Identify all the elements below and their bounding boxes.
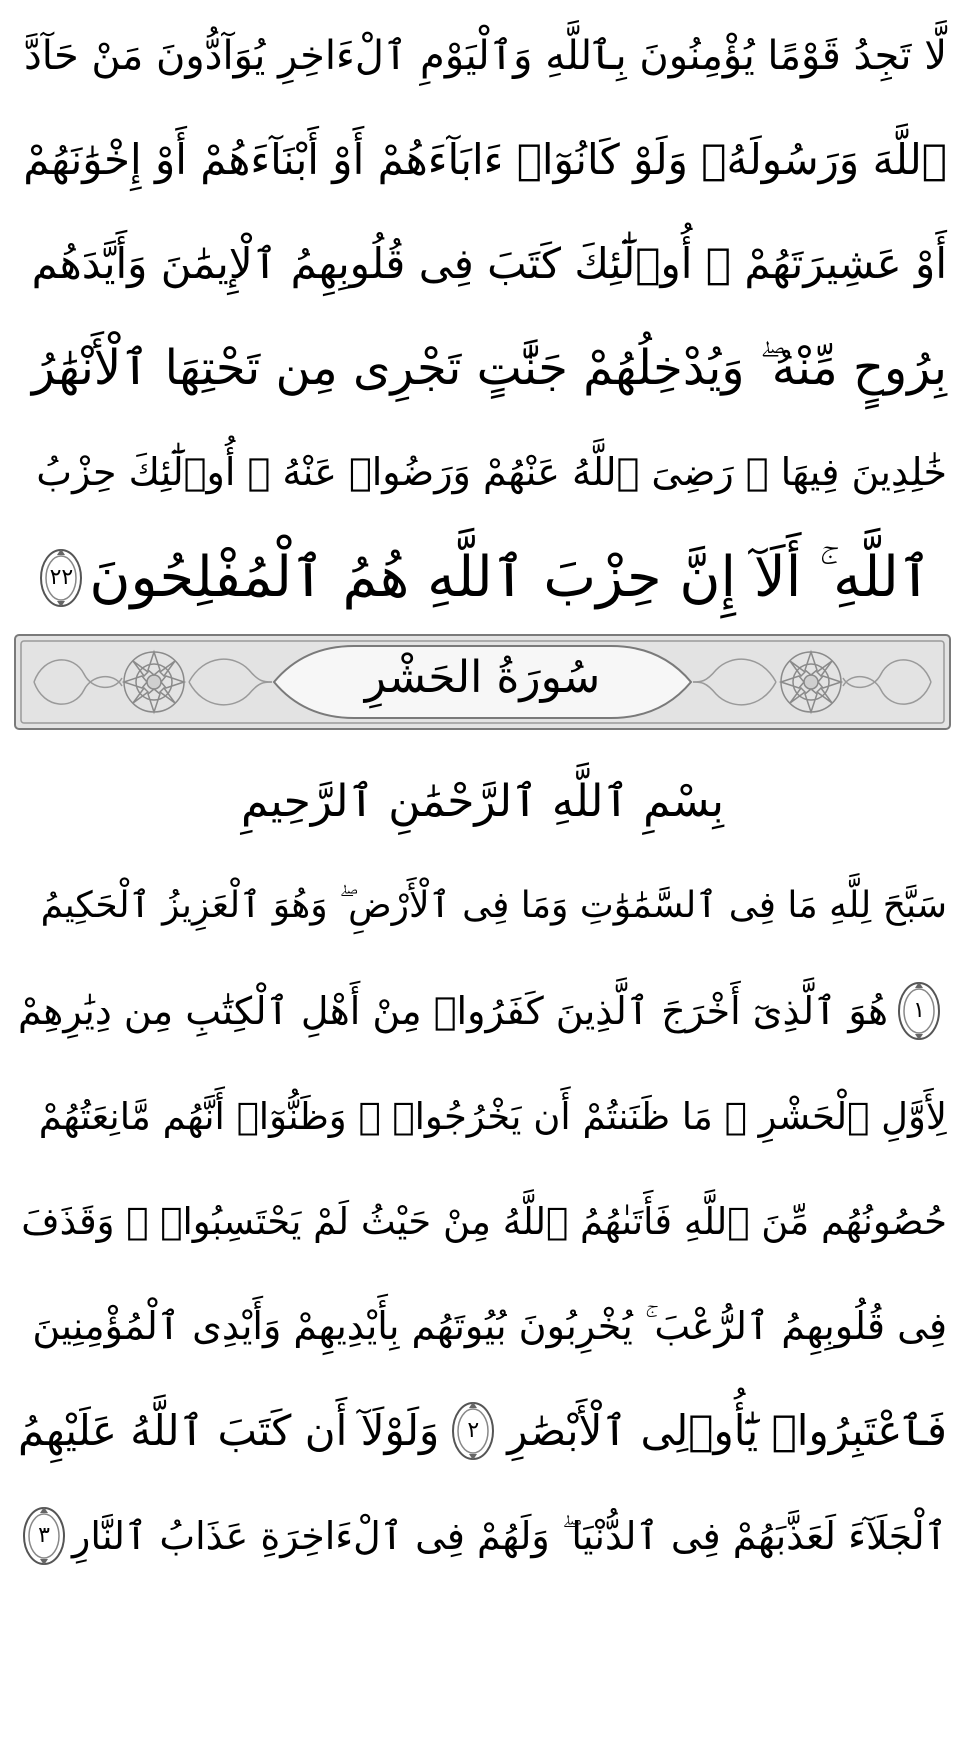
- line-text: فِى قُلُوبِهِمُ ٱلرُّعْبَ ۚ يُخْرِبُونَ بُيُوتَهُم بِأَيْدِيهِمْ وَأَيْدِى ٱلْمُؤْمِنِينَ: [32, 1304, 947, 1348]
- line-text: فَٱعْتَبِرُوا۟ يَٰٓأُو۟لِى ٱلْأَبْصَٰرِ: [507, 1406, 947, 1455]
- quran-line-13: [18, 1480, 947, 1592]
- ayah-number: ٢٢: [49, 565, 74, 590]
- quran-line-10: [18, 1165, 947, 1277]
- quran-line-8: [18, 955, 947, 1067]
- line-text: أَوْ عَشِيرَتَهُمْ ۚ أُو۟لَٰٓئِكَ كَتَبَ فِى قُلُوبِهِمُ ٱلْإِيمَٰنَ وَأَيَّدَهُم: [31, 239, 947, 288]
- line-text: ٱللَّهِ ۚ أَلَآ إِنَّ حِزْبَ ٱللَّهِ هُمُ ٱلْمُفْلِحُونَ: [89, 545, 932, 610]
- line-text: ٱللَّهَ وَرَسُولَهُۥ وَلَوْ كَانُوٓا۟ ءَابَآءَهُمْ أَوْ أَبْنَآءَهُمْ أَوْ إِخْوَٰنَهُمْ: [23, 135, 947, 184]
- line-text: حُصُونُهُم مِّنَ ٱللَّهِ فَأَتَىٰهُمُ ٱللَّهُ مِنْ حَيْثُ لَمْ يَحْتَسِبُوا۟ ۖ وَقَذَفَ: [21, 1199, 947, 1243]
- quran-line-6: [18, 522, 947, 634]
- quran-line-11: [18, 1270, 947, 1382]
- surah-title: سُورَةُ الحَشْرِ: [364, 652, 601, 703]
- line-text: وَلَوْلَآ أَن كَتَبَ ٱللَّهُ عَلَيْهِمُ: [18, 1406, 440, 1455]
- line-text: سَبَّحَ لِلَّهِ مَا فِى ٱلسَّمَٰوَٰتِ وَمَا فِى ٱلْأَرْضِ ۖ وَهُوَ ٱلْعَزِيزُ ٱلْحَكِيمُ: [40, 885, 947, 926]
- basmala: بِسْمِ ٱللَّهِ ٱلرَّحْمَٰنِ ٱلرَّحِيمِ: [241, 776, 724, 827]
- line-text: لِأَوَّلِ ٱلْحَشْرِ ۚ مَا ظَنَنتُمْ أَن يَخْرُجُوا۟ ۖ وَظَنُّوٓا۟ أَنَّهُم مَّانِعَتُهُمْ: [38, 1094, 947, 1138]
- quran-line-7: [18, 850, 947, 962]
- quran-line-9: [18, 1060, 947, 1172]
- ayah-number: ١: [913, 998, 925, 1023]
- line-text: بِرُوحٍ مِّنْهُ ۖ وَيُدْخِلُهُمْ جَنَّٰتٍ تَجْرِى مِن تَحْتِهَا ٱلْأَنْهَٰرُ: [31, 340, 947, 396]
- quran-line-3: [18, 208, 947, 320]
- line-text: هُوَ ٱلَّذِىٓ أَخْرَجَ ٱلَّذِينَ كَفَرُوا۟ مِنْ أَهْلِ ٱلْكِتَٰبِ مِن دِيَٰرِهِمْ: [18, 989, 889, 1033]
- ayah-marker-22: [39, 547, 83, 609]
- quran-line-1: [18, 0, 947, 112]
- quran-line-2: [18, 104, 947, 216]
- ayah-number: ٢: [467, 1418, 480, 1443]
- quran-line-5: [18, 416, 947, 528]
- line-text: لَّا تَجِدُ قَوْمًا يُؤْمِنُونَ بِٱللَّهِ وَٱلْيَوْمِ ٱلْءَاخِرِ يُوَآدُّونَ مَنْ حَآدَّ: [23, 33, 947, 79]
- ayah-number: ٣: [38, 1523, 50, 1548]
- quran-line-12: [18, 1375, 947, 1487]
- ayah-marker-3: [22, 1505, 66, 1567]
- quran-line-4: [18, 312, 947, 424]
- ayah-marker-1: [897, 980, 941, 1042]
- ayah-marker-2: [451, 1400, 495, 1462]
- line-text: خَٰلِدِينَ فِيهَا ۚ رَضِىَ ٱللَّهُ عَنْهُمْ وَرَضُوا۟ عَنْهُ ۚ أُو۟لَٰٓئِكَ حِزْبُ: [36, 450, 947, 494]
- surah-header-banner: [14, 634, 951, 730]
- line-text: ٱلْجَلَآءَ لَعَذَّبَهُمْ فِى ٱلدُّنْيَا ۖ وَلَهُمْ فِى ٱلْءَاخِرَةِ عَذَابُ ٱلنَّارِ: [72, 1514, 947, 1558]
